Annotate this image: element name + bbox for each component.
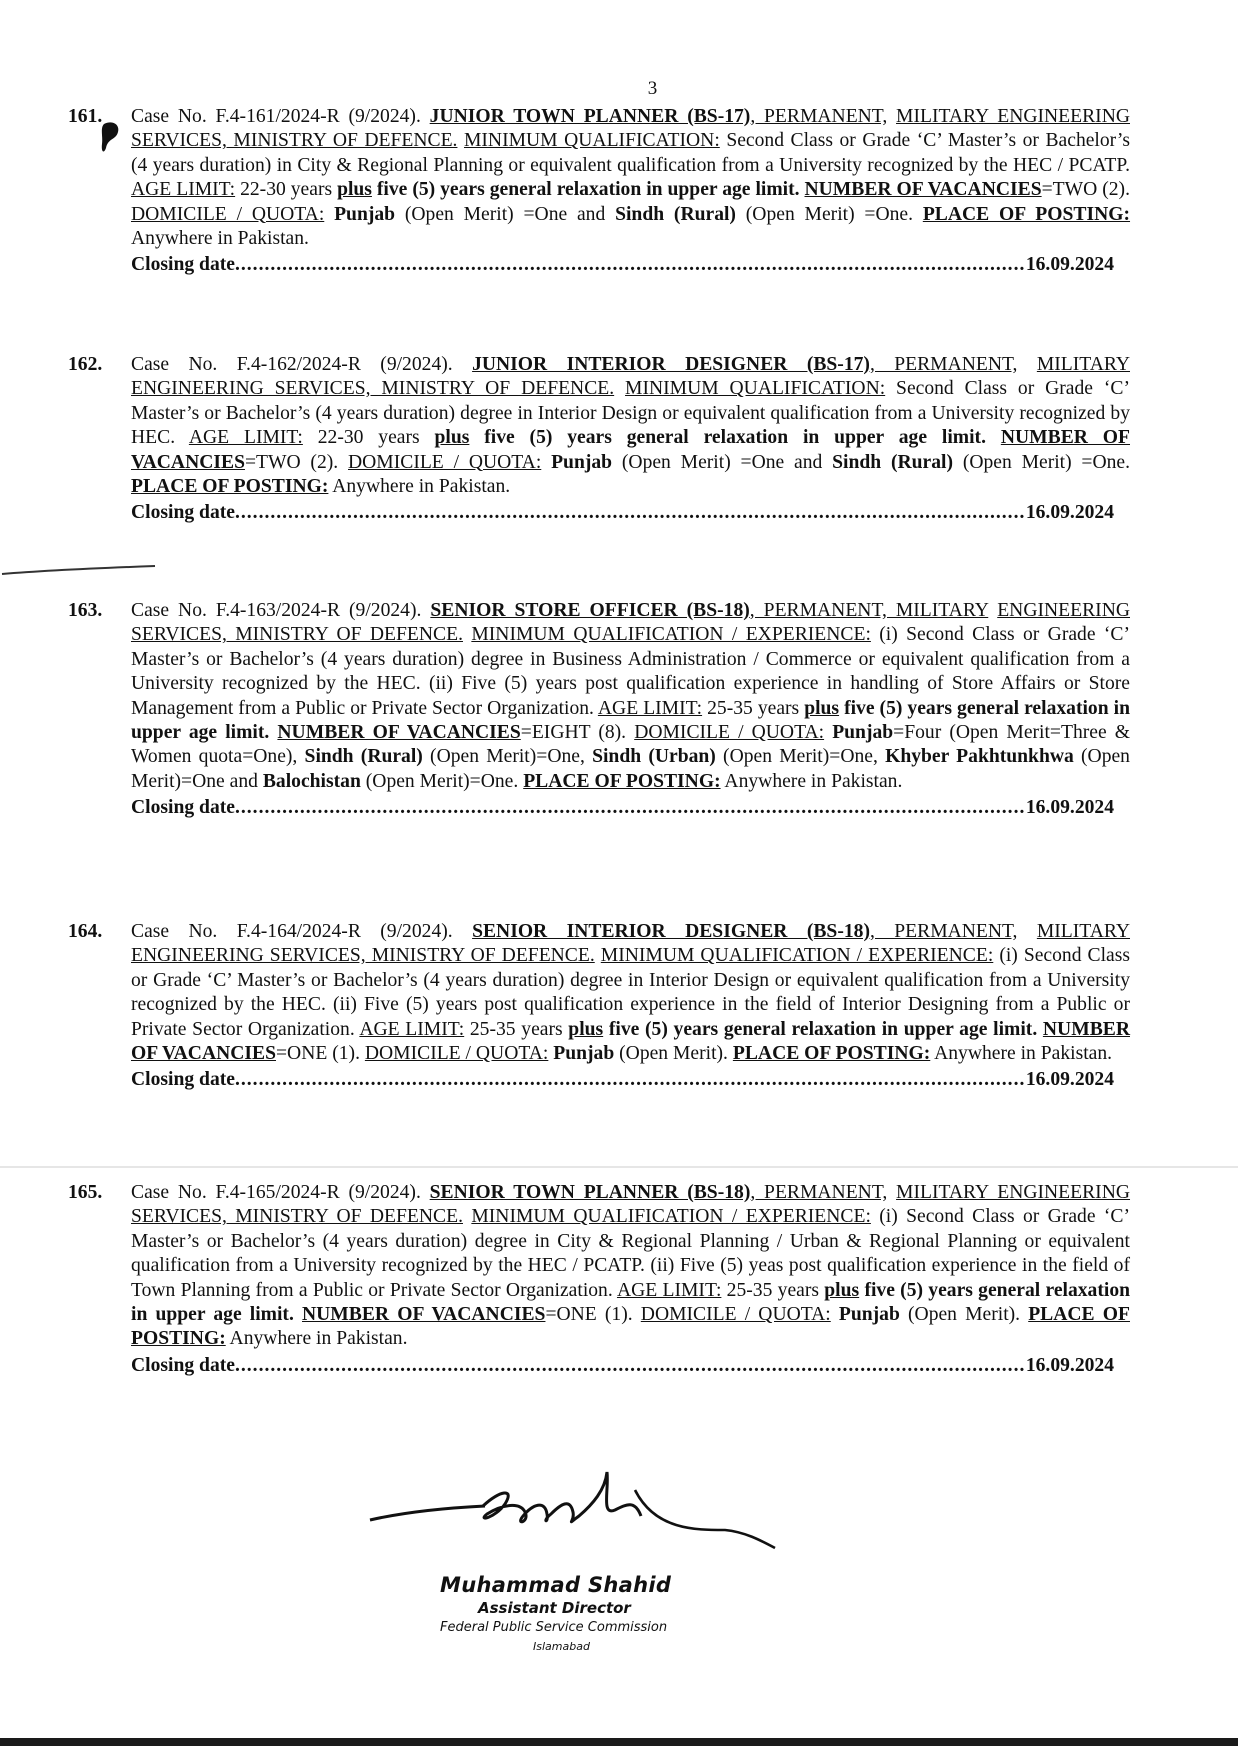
domicile-quota: (Open Merit) =One and [621, 451, 823, 473]
case-entry-161 [68, 105, 1130, 278]
signatory-organization: Federal Public Service Commission [440, 1620, 668, 1635]
entry-body [131, 105, 1130, 278]
plus-word: plus [337, 179, 372, 201]
entry-number: 165. [68, 1182, 103, 1203]
domicile-quota: (Open Merit)=One, [430, 746, 585, 768]
scan-ink-mark [98, 118, 128, 158]
department: MILITARY ENGINEERING SERVICES, MINISTRY OF DEFENCE. [131, 1182, 1131, 1228]
leader-dots [235, 1354, 1026, 1378]
signatory-name: Muhammad Shahid [440, 1573, 672, 1597]
domicile-quota: (Open Merit)=One. [365, 770, 519, 792]
scan-fold-line [0, 1164, 1238, 1170]
post-nature: , PERMANENT, [869, 354, 1018, 375]
qualification-label: MINIMUM QUALIFICATION / EXPERIENCE: [471, 624, 871, 646]
age-limit-label: AGE LIMIT: [131, 179, 236, 201]
vacancies-label: NUMBER OF VACANCIES [131, 1018, 1130, 1065]
posting-label: PLACE OF POSTING: [732, 1043, 931, 1065]
page-number: 3 [647, 78, 658, 99]
entry-body [131, 353, 1130, 526]
plus-word: plus [824, 1279, 860, 1301]
vacancies-text: =ONE (1). [276, 1043, 360, 1065]
domicile-quota: (Open Merit) =One. [962, 451, 1131, 473]
closing-date-row [131, 796, 1130, 820]
plus-word: plus [434, 427, 470, 449]
department: MILITARY ENGINEERING SERVICES, MINISTRY OF DEFENCE. [131, 921, 1130, 967]
signatory-designation: Assistant Director [478, 1599, 631, 1617]
age-limit-label: AGE LIMIT: [597, 697, 703, 719]
relaxation-text: five (5) years general relaxation in upper age limit. [608, 1018, 1038, 1040]
domicile-province: Punjab [334, 203, 396, 225]
domicile-quota: (Open Merit)=One, [723, 746, 878, 768]
qualification-text: (i) Second Class or Grade ‘C’ Master’s or Bachelor’s (4 years duration) degree in Business Administration / Commerce or equivalent qualification from a University recognized by the HEC. (ii) Five (5) years post qualification experience in handling of Store Affairs or Store Management from a Public or Private Sector Organization. [131, 624, 1131, 719]
department: MILITARY ENGINEERING SERVICES, MINISTRY OF DEFENCE. [131, 354, 1130, 400]
domicile-province: Punjab [838, 1304, 900, 1326]
post-title: SENIOR INTERIOR DESIGNER (BS-18) [472, 921, 870, 942]
closing-date-row [131, 1354, 1130, 1378]
leader-dots [235, 1068, 1026, 1092]
domicile-quota: (Open Merit) =One. [745, 203, 913, 225]
post-title: SENIOR STORE OFFICER (BS-18) [430, 600, 750, 621]
domicile-label: DOMICILE / QUOTA: [640, 1304, 831, 1326]
case-entry-165 [68, 1181, 1130, 1378]
case-number: Case No. F.4-163/2024-R (9/2024). [131, 600, 422, 621]
domicile-quota: (Open Merit)=One and [131, 746, 1130, 792]
closing-date: 16.09.2024 [1025, 502, 1114, 524]
domicile-province: Punjab [553, 1043, 615, 1065]
domicile-province: Sindh (Rural) [832, 451, 953, 473]
domicile-province: Sindh (Rural) [615, 203, 736, 225]
posting-label: PLACE OF POSTING: [131, 1304, 1130, 1350]
domicile-province: Punjab [551, 451, 613, 473]
vacancies-text: =EIGHT (8). [520, 722, 627, 744]
vacancies-label: NUMBER OF VACANCIES [302, 1304, 546, 1326]
posting-text: Anywhere in Pakistan. [332, 476, 511, 498]
closing-date-row [131, 501, 1130, 525]
entry-number: 164. [68, 921, 103, 942]
domicile-quota: (Open Merit). [619, 1043, 728, 1065]
post-nature: , PERMANENT, [750, 1182, 888, 1203]
leader-dots [235, 253, 1026, 277]
relaxation-text: five (5) years general relaxation in upper age limit. [376, 179, 800, 201]
closing-date: 16.09.2024 [1025, 254, 1114, 276]
closing-date: 16.09.2024 [1025, 797, 1114, 819]
closing-date: 16.09.2024 [1025, 1354, 1114, 1376]
post-nature: , PERMANENT, MILITARY [749, 600, 989, 621]
closing-date-label: Closing date [131, 502, 235, 524]
entry-number: 162. [68, 354, 103, 375]
case-entry-164 [68, 920, 1130, 1093]
posting-label: PLACE OF POSTING: [523, 770, 721, 792]
case-number: Case No. F.4-162/2024-R (9/2024). [131, 354, 453, 375]
case-entry-163 [68, 599, 1130, 821]
domicile-quota: =Four (Open Merit=Three & Women quota=One), [131, 722, 1131, 768]
age-limit-label: AGE LIMIT: [616, 1279, 722, 1301]
post-nature: , PERMANENT, [869, 921, 1018, 942]
scan-edge-line [0, 562, 160, 578]
age-limit-text: 25-35 years [469, 1018, 563, 1040]
plus-word: plus [568, 1018, 604, 1040]
post-title: JUNIOR INTERIOR DESIGNER (BS-17) [472, 354, 870, 375]
signatory-city: Islamabad [533, 1640, 590, 1653]
closing-date-label: Closing date [131, 1069, 235, 1091]
qualification-text: Second Class or Grade ‘C’ Master’s or Bachelor’s (4 years duration) in City & Regional Planning or equivalent qualification from a University recognized by the HEC / PCATP. [131, 130, 1130, 176]
domicile-label: DOMICILE / QUOTA: [348, 451, 542, 473]
domicile-province: Khyber Pakhtunkhwa [885, 746, 1074, 768]
closing-date-row [131, 253, 1130, 277]
qualification-text: (i) Second Class or Grade ‘C’ Master’s or Bachelor’s (4 years duration) degree in City & Regional Planning / Urban & Regional Planning or equivalent qualification from a University recognized by the HEC / PCATP. (ii) Five (5) yeas post qualification experience in the field of Town Planning from a Public or Private Sector Organization. [131, 1206, 1131, 1301]
closing-date-label: Closing date [131, 254, 235, 276]
post-title: JUNIOR TOWN PLANNER (BS-17) [429, 106, 751, 127]
signature-icon [365, 1460, 835, 1575]
vacancies-label: NUMBER OF VACANCIES [131, 427, 1130, 473]
domicile-quota: (Open Merit) =One and [404, 203, 606, 225]
posting-label: PLACE OF POSTING: [922, 203, 1131, 225]
leader-dots [235, 796, 1026, 820]
domicile-label: DOMICILE / QUOTA: [131, 203, 325, 225]
department: ENGINEERING SERVICES, MINISTRY OF DEFENCE. [131, 600, 1130, 646]
entry-body [131, 599, 1130, 821]
entry-number: 161. [68, 106, 103, 127]
posting-text: Anywhere in Pakistan. [724, 770, 903, 792]
age-limit-label: AGE LIMIT: [359, 1018, 465, 1040]
post-nature: , PERMANENT, [750, 106, 888, 127]
posting-text: Anywhere in Pakistan. [131, 228, 309, 250]
domicile-province: Punjab [832, 722, 894, 744]
posting-text: Anywhere in Pakistan. [934, 1043, 1113, 1065]
relaxation-text: five (5) years general relaxation in upper age limit. [484, 427, 986, 449]
qualification-text: (i) Second Class or Grade ‘C’ Master’s or Bachelor’s (4 years duration) degree in Interior Design or equivalent qualification from a University recognized by the HEC. (ii) Five (5) years post qualification experience in the field of Interior Designing from a Public or Private Sector Organization. [131, 945, 1131, 1040]
closing-date-label: Closing date [131, 1354, 235, 1376]
qualification-label: MINIMUM QUALIFICATION: [463, 130, 720, 152]
closing-date-row [131, 1068, 1130, 1092]
vacancies-text: =TWO (2). [244, 451, 339, 473]
plus-word: plus [804, 697, 840, 719]
closing-date-label: Closing date [131, 797, 235, 819]
vacancies-label: NUMBER OF VACANCIES [804, 179, 1042, 201]
entry-body [131, 1181, 1130, 1378]
qualification-label: MINIMUM QUALIFICATION: [625, 378, 886, 400]
domicile-quota: (Open Merit). [908, 1304, 1021, 1326]
domicile-province: Sindh (Urban) [592, 746, 716, 768]
age-limit-text: 25-35 years [726, 1279, 819, 1301]
department: MILITARY ENGINEERING SERVICES, MINISTRY OF DEFENCE. [131, 106, 1130, 152]
post-title: SENIOR TOWN PLANNER (BS-18) [429, 1182, 751, 1203]
case-number: Case No. F.4-164/2024-R (9/2024). [131, 921, 453, 942]
qualification-label: MINIMUM QUALIFICATION / EXPERIENCE: [471, 1206, 871, 1228]
domicile-label: DOMICILE / QUOTA: [364, 1043, 549, 1065]
vacancies-text: =ONE (1). [545, 1304, 633, 1326]
domicile-label: DOMICILE / QUOTA: [634, 722, 825, 744]
age-limit-text: 22-30 years [240, 179, 333, 201]
vacancies-label: NUMBER OF VACANCIES [277, 722, 521, 744]
relaxation-text: five (5) years general relaxation in upper age limit. [131, 1279, 1131, 1326]
case-entry-162 [68, 353, 1130, 526]
scan-bottom-edge [0, 1738, 1238, 1746]
entry-body [131, 920, 1130, 1093]
age-limit-text: 22-30 years [317, 427, 420, 449]
case-number: Case No. F.4-161/2024-R (9/2024). [131, 106, 421, 127]
case-number: Case No. F.4-165/2024-R (9/2024). [131, 1182, 421, 1203]
relaxation-text: five (5) years general relaxation in upper age limit. [131, 697, 1130, 744]
qualification-label: MINIMUM QUALIFICATION / EXPERIENCE: [600, 945, 994, 967]
closing-date: 16.09.2024 [1025, 1069, 1114, 1091]
posting-label: PLACE OF POSTING: [131, 476, 329, 498]
domicile-province: Balochistan [262, 770, 361, 792]
entry-number: 163. [68, 600, 103, 621]
leader-dots [235, 501, 1026, 525]
domicile-province: Sindh (Rural) [304, 746, 423, 768]
age-limit-label: AGE LIMIT: [188, 427, 303, 449]
posting-text: Anywhere in Pakistan. [229, 1328, 408, 1350]
age-limit-text: 25-35 years [707, 697, 800, 719]
qualification-text: Second Class or Grade ‘C’ Master’s or Bachelor’s (4 years duration) degree in Interior Design or equivalent qualification from a University recognized by HEC. [131, 378, 1130, 449]
vacancies-text: =TWO (2). [1041, 179, 1130, 201]
